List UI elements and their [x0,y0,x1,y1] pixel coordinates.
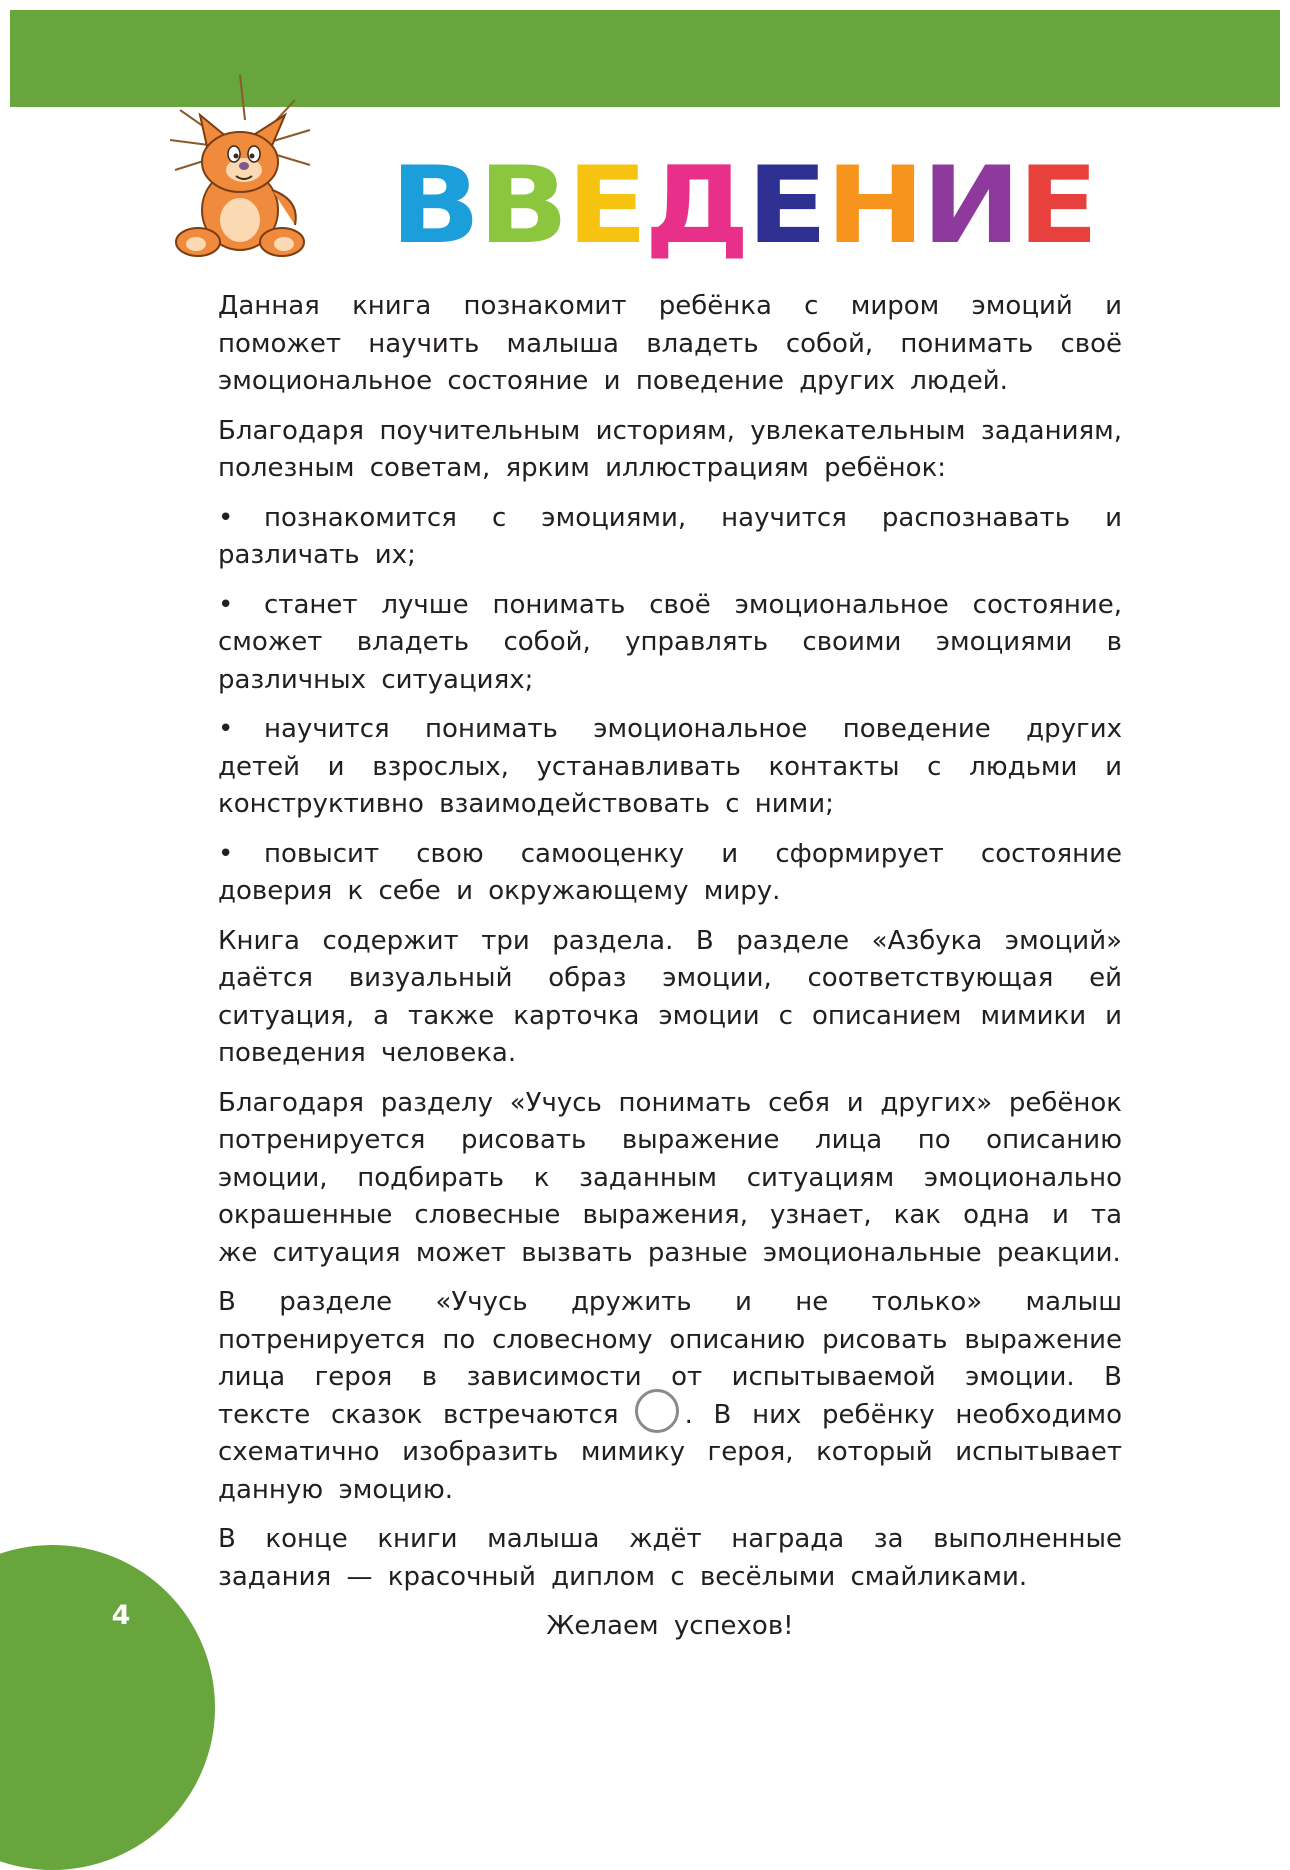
bullet-item [218,500,1122,575]
bullet-text: повысит свою самооценку и сформирует состояние доверия к себе и окружающему миру. [218,838,1122,906]
closing-wish: Желаем успехов! [546,1611,794,1641]
cat-mascot-icon [160,70,320,260]
empty-face-circle-icon [635,1389,679,1433]
title-letter: И [921,143,1022,267]
bullet-icon: • [218,502,234,533]
paragraph-section-3 [218,1284,1122,1509]
intro-body [218,288,1122,1658]
paragraph-section-2: Благодаря разделу «Учусь понимать себя и других» ребёнок потренируется рисовать выражение лица по описанию эмоции, подбирать к заданным ситуациям эмоционально окрашенные словесные выражения, узнает, как одна и та же ситуация может вызвать разные эмоциональные реакции. [218,1087,1122,1268]
title-letter: Н [825,143,926,267]
title-letter: Д [644,143,752,267]
paragraph-benefits: Благодаря поучительным историям, увлекательным заданиям, полезным советам, ярким иллюстрациям ребёнок: [218,415,1122,483]
paragraph-sections: Книга содержит три раздела. В разделе «Азбука эмоций» даётся визуальный образ эмоции, соответствующая ей ситуация, а также карточка эмоции с описанием мимики и поведения человека. [218,925,1122,1068]
paragraph-reward: В конце книги малыша ждёт награда за выполненные задания — красочный диплом с весёлыми смайликами. [218,1524,1122,1592]
title-letter: В [390,143,482,267]
bullet-item [218,587,1122,700]
page-number: 4 [111,1600,131,1631]
title-letter: Е [747,143,830,267]
paragraph-section-3-end: . В них ребёнку необходимо схематично изобразить мимику героя, который испытывает данную эмоцию. [218,1399,1122,1505]
title-letter: Е [566,143,649,267]
bullet-text: станет лучше понимать своё эмоциональное состояние, сможет владеть собой, управлять своими эмоциями в различных ситуациях; [218,589,1122,695]
page-title [390,143,1102,267]
page-corner-circle [0,1545,215,1870]
paragraph-section-3-start: В разделе «Учусь дружить и не только» малыш потренируется по словесному описанию рисовать выражение лица героя в зависимости от испытываемой эмоции. В тексте сказок встречаются [218,1287,1122,1430]
bullet-icon: • [218,714,234,744]
title-letter: В [477,143,570,267]
bullet-text: научится понимать эмоциональное поведение других детей и взрослых, устанавливать контакты с людьми и конструктивно взаимодействовать с ними; [218,714,1122,819]
title-letter: Е [1017,143,1101,267]
bullet-item [218,836,1122,911]
bullet-text: познакомится с эмоциями, научится распознавать и различать их; [218,502,1122,570]
bullet-icon: • [218,589,234,620]
paragraph-intro: Данная книга познакомит ребёнка с миром эмоций и поможет научить малыша владеть собой, понимать своё эмоциональное состояние и поведение других людей. [218,291,1122,396]
bullet-icon: • [218,838,234,869]
bullet-item [218,711,1122,824]
